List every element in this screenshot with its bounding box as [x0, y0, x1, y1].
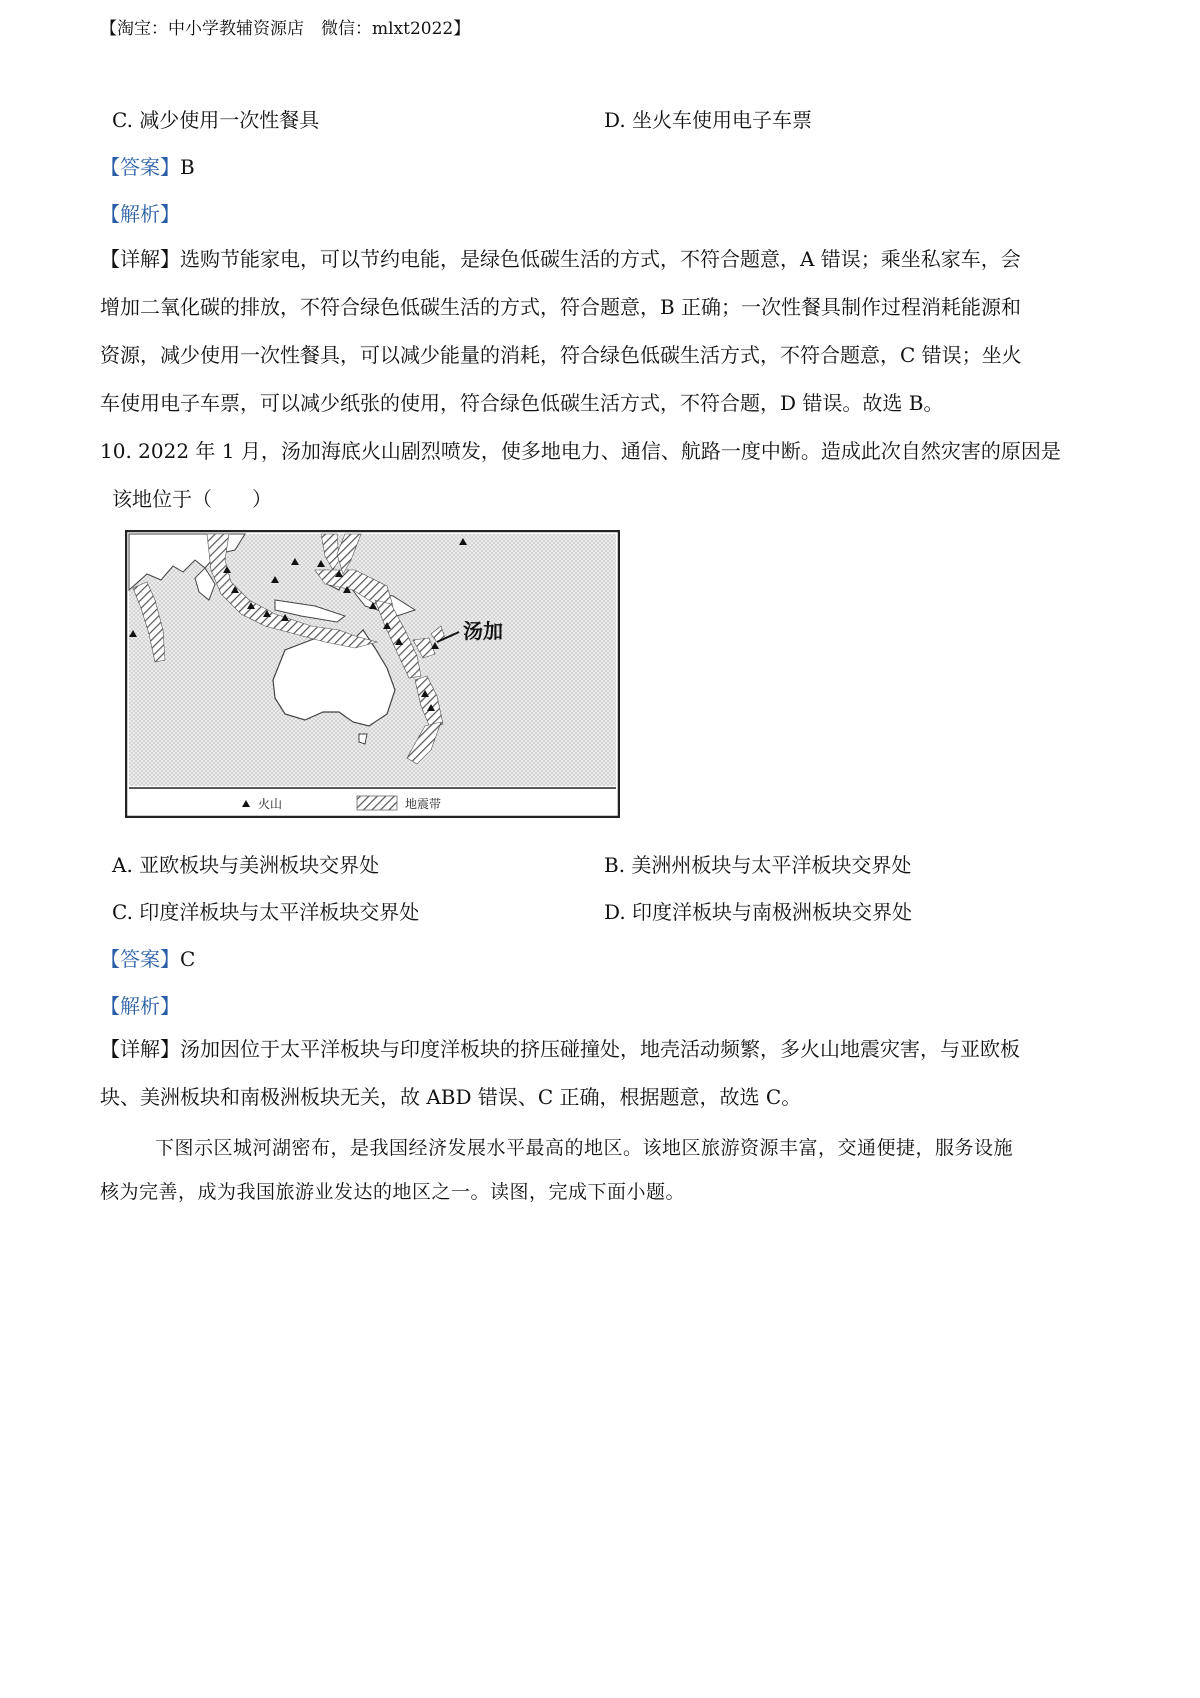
header-watermark: 【淘宝：中小学教辅资源店 微信：mlxt2022】 [100, 19, 471, 39]
tonga-volcano-map [125, 530, 620, 818]
q10-option-a: A. 亚欧板块与美洲板块交界处 [112, 853, 380, 877]
intro-line-2: 核为完善，成为我国旅游业发达的地区之一。读图，完成下面小题。 [100, 1181, 686, 1203]
map-svg [125, 530, 620, 818]
q10-stem-line-2: 该地位于（ ） [112, 487, 272, 511]
q10-option-b: B. 美洲州板块与太平洋板块交界处 [604, 853, 912, 877]
q9-detail-line-3: 资源，减少使用一次性餐具，可以减少能量的消耗，符合绿色低碳生活方式，不符合题意，C 错误；坐火 [100, 343, 1022, 367]
q9-detail-line-4: 车使用电子车票，可以减少纸张的使用，符合绿色低碳生活方式，不符合题，D 错误。故选 B。 [100, 391, 944, 415]
q10-stem-line-1: 10. 2022 年 1 月，汤加海底火山剧烈喷发，使多地电力、通信、航路一度中断。造成此次自然灾害的原因是 [100, 439, 1061, 463]
q9-option-c: C. 减少使用一次性餐具 [112, 108, 320, 132]
tonga-label: 汤加 [463, 619, 503, 643]
legend-volcano-label: 火山 [258, 797, 283, 811]
answer-value: C [180, 947, 196, 971]
q10-detail-line-2: 块、美洲板块和南极洲板块无关，故 ABD 错误、C 正确，根据题意，故选 C。 [100, 1085, 802, 1109]
tasmania-land [359, 734, 367, 744]
answer-value: B [180, 155, 195, 179]
q9-answer [100, 151, 195, 180]
q10-option-d: D. 印度洋板块与南极洲板块交界处 [604, 900, 913, 924]
legend-quake-label: 地震带 [405, 797, 442, 811]
answer-tag: 【答案】 [100, 155, 180, 179]
q10-answer [100, 943, 195, 972]
q10-analysis-tag: 【解析】 [100, 994, 180, 1018]
answer-tag: 【答案】 [100, 947, 180, 971]
legend-quake-symbol [357, 796, 397, 810]
q10-option-c: C. 印度洋板块与太平洋板块交界处 [112, 900, 420, 924]
q9-detail-line-2: 增加二氧化碳的排放，不符合绿色低碳生活的方式，符合题意，B 正确；一次性餐具制作过程消耗能源和 [100, 295, 1022, 319]
intro-line-1: 下图示区城河湖密布，是我国经济发展水平最高的地区。该地区旅游资源丰富，交通便捷，服务设施 [155, 1137, 1014, 1159]
q9-analysis-tag: 【解析】 [100, 202, 180, 226]
q9-detail-line-1: 【详解】选购节能家电，可以节约电能，是绿色低碳生活的方式，不符合题意，A 错误；乘坐私家车，会 [100, 247, 1021, 271]
q9-option-d: D. 坐火车使用电子车票 [604, 108, 813, 132]
q10-detail-line-1: 【详解】汤加因位于太平洋板块与印度洋板块的挤压碰撞处，地壳活动频繁，多火山地震灾害，与亚欧板 [100, 1037, 1020, 1061]
